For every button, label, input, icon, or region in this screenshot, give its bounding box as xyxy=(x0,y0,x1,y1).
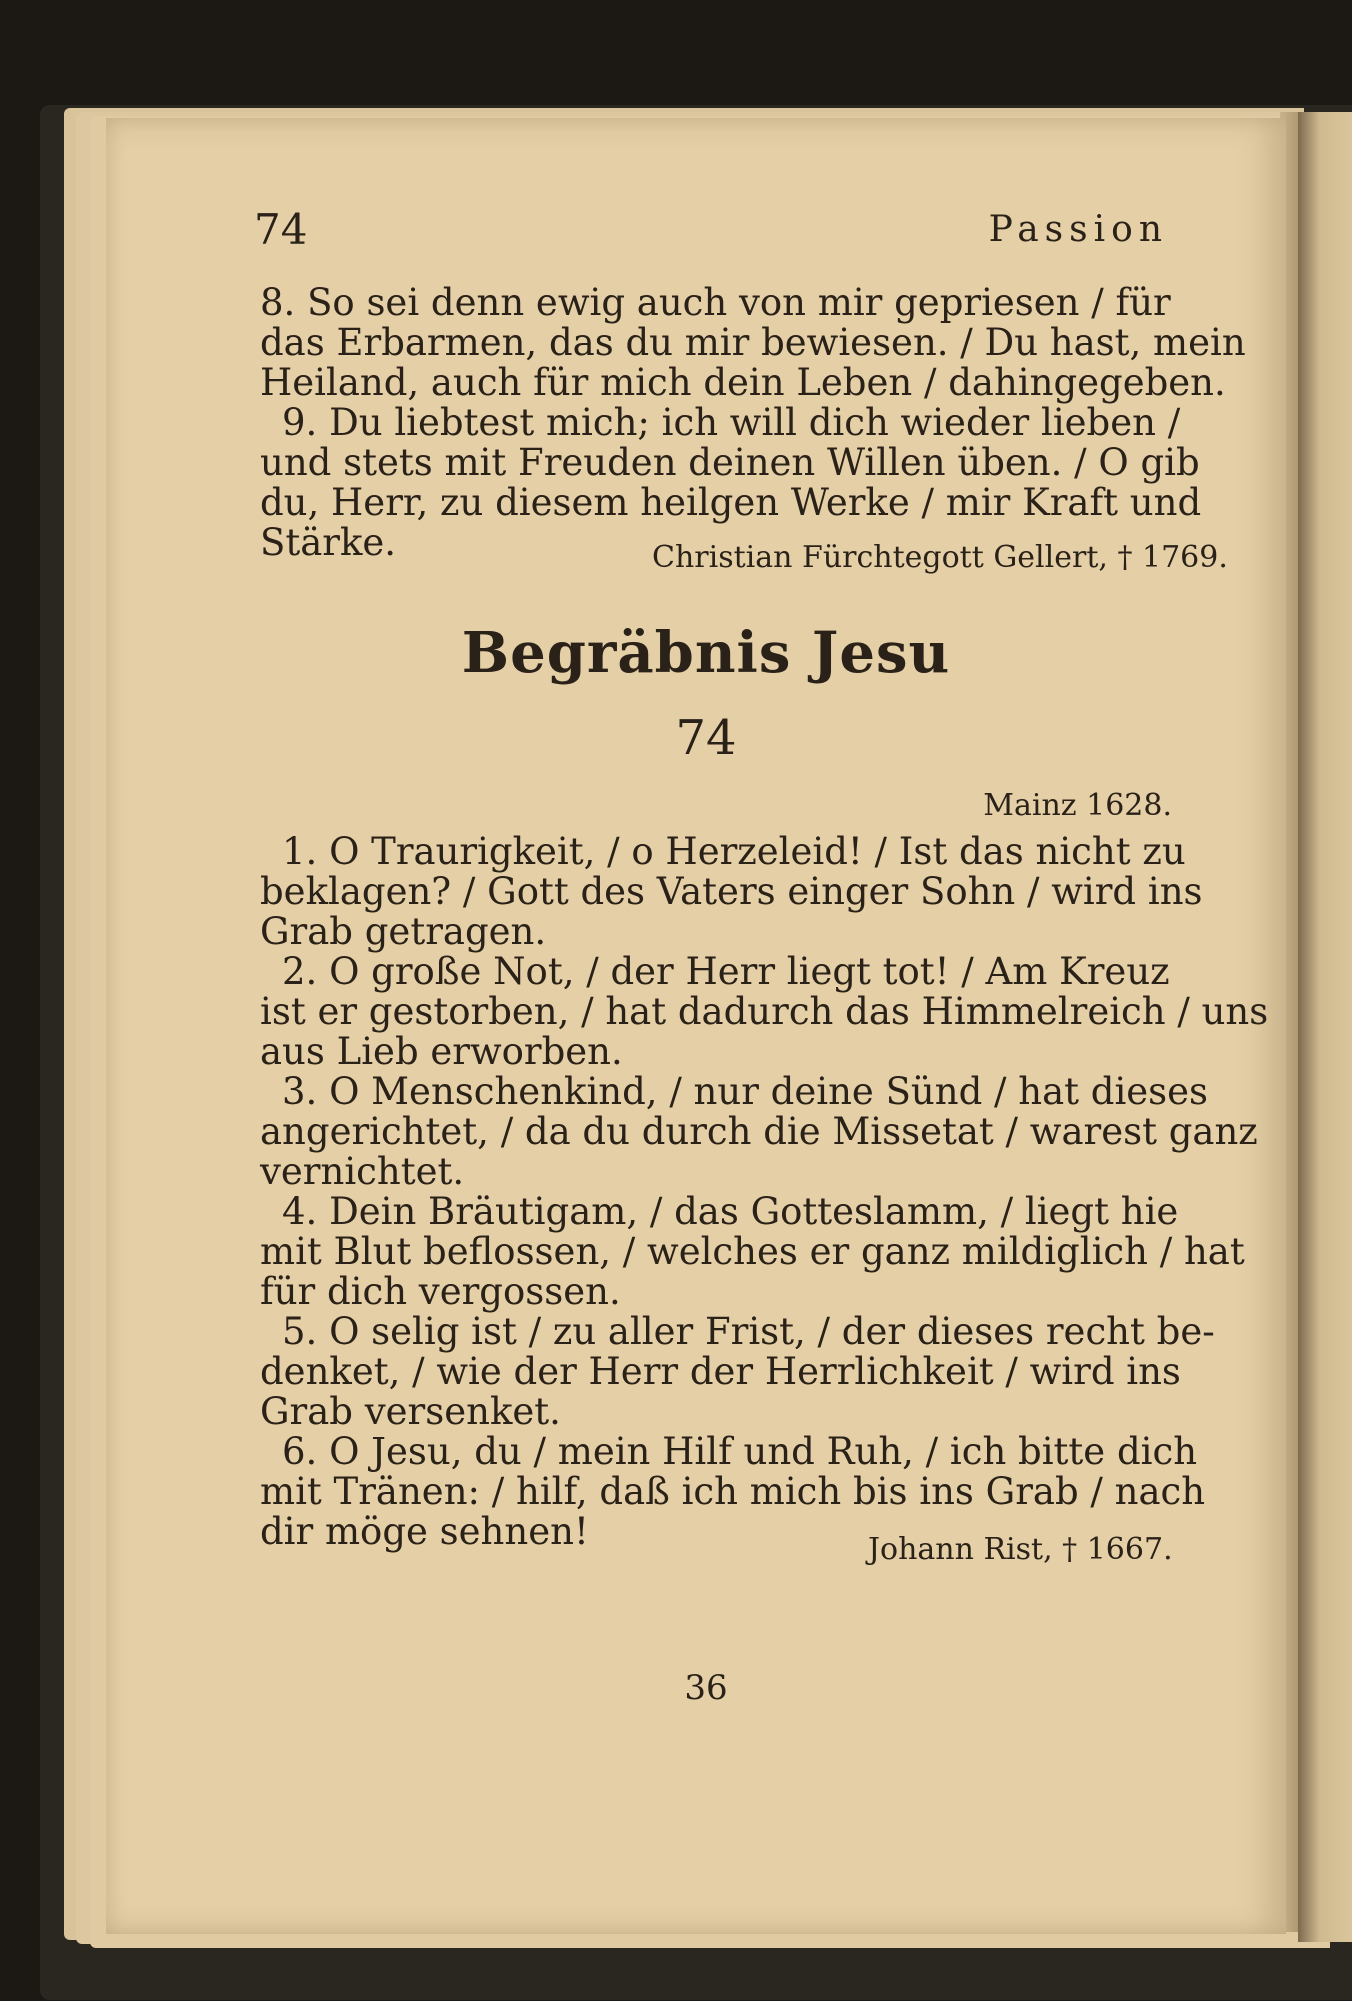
verse-line: für dich vergossen. xyxy=(260,1270,621,1313)
verse-line: 6. O Jesu, du / mein Hilf und Ruh, / ich bitte dich xyxy=(282,1430,1198,1473)
hymn-number: 74 xyxy=(675,710,737,766)
melody-source: Mainz 1628. xyxy=(983,788,1172,823)
verse-line: 3. O Menschenkind, / nur deine Sünd / hat dieses xyxy=(282,1070,1209,1113)
verse-line: das Erbarmen, das du mir bewiesen. / Du hast, mein xyxy=(260,321,1246,364)
running-head xyxy=(0,205,1352,265)
verse-line: Heiland, auch für mich dein Leben / dahingegeben. xyxy=(260,361,1226,404)
verse-line: beklagen? / Gott des Vaters einger Sohn / wird ins xyxy=(260,870,1203,913)
verse-line: ist er gestorben, / hat dadurch das Himmelreich / uns xyxy=(260,990,1269,1033)
verse-line: 4. Dein Bräutigam, / das Gotteslamm, / liegt hie xyxy=(282,1190,1179,1233)
verse-line: 9. Du liebtest mich; ich will dich wieder lieben / xyxy=(282,401,1181,444)
verse-line: Grab versenket. xyxy=(260,1390,561,1433)
verse-line: dir möge sehnen! xyxy=(260,1510,589,1553)
verse-line: 1. O Traurigkeit, / o Herzeleid! / Ist das nicht zu xyxy=(282,830,1186,873)
verse-line: du, Herr, zu diesem heilgen Werke / mir Kraft und xyxy=(260,481,1202,524)
hymn-stanzas xyxy=(260,830,1269,1553)
verse-line: angerichtet, / da du durch die Missetat / warest ganz xyxy=(260,1110,1258,1153)
running-head-number: 74 xyxy=(254,205,308,254)
verse-line: Grab getragen. xyxy=(260,910,547,953)
previous-hymn-author: Christian Fürchtegott Gellert, † 1769. xyxy=(652,540,1228,575)
hymn-title: Begräbnis Jesu xyxy=(461,620,951,686)
page-number: 36 xyxy=(684,1668,728,1708)
verse-line: und stets mit Freuden deinen Willen üben. / O gib xyxy=(260,441,1200,484)
previous-hymn-stanzas xyxy=(260,281,1246,564)
hymn-author: Johann Rist, † 1667. xyxy=(868,1532,1173,1567)
verse-line: denket, / wie der Herr der Herrlichkeit / wird ins xyxy=(260,1350,1181,1393)
verse-line: vernichtet. xyxy=(260,1150,465,1193)
verse-line: mit Tränen: / hilf, daß ich mich bis ins Grab / nach xyxy=(260,1470,1206,1513)
running-head-title: Passion xyxy=(988,209,1168,250)
verse-line: Stärke. xyxy=(260,521,397,564)
verse-line: 8. So sei denn ewig auch von mir gepriesen / für xyxy=(260,281,1171,324)
verse-line: mit Blut beflossen, / welches er ganz mildiglich / hat xyxy=(260,1230,1245,1273)
verse-line: 5. O selig ist / zu aller Frist, / der dieses recht be- xyxy=(282,1310,1215,1353)
verse-line: aus Lieb erworben. xyxy=(260,1030,623,1073)
verse-line: 2. O große Not, / der Herr liegt tot! / Am Kreuz xyxy=(282,950,1170,993)
